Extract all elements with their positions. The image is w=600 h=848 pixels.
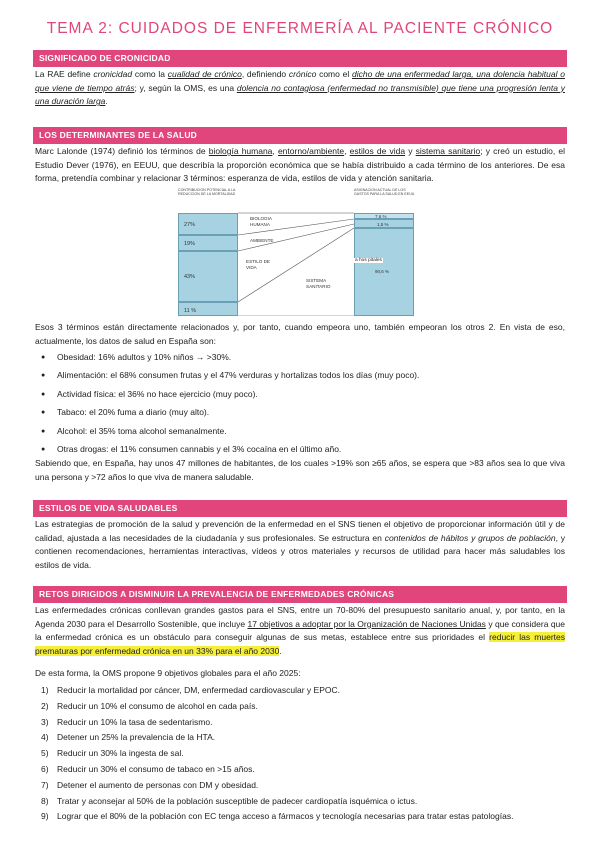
figure-overlay-text: a hos pitales [355, 258, 382, 263]
list-item: ● Actividad física: el 36% no hace ejercicio (muy poco). [35, 388, 565, 406]
section-header-retos: RETOS DIRIGIDOS A DISMINUIR LA PREVALENCIA DE ENFERMEDADES CRÓNICAS [33, 586, 567, 603]
list-item: ● Alimentación: el 68% consumen frutas y el 47% verduras y hortalizas todos los días (muy poco). [35, 369, 565, 387]
paragraph-oms: De esta forma, la OMS propone 9 objetivos globales para el año 2025: [35, 668, 301, 678]
list-item: ● Otras drogas: el 11% consumen cannabis y el 3% cocaína en el último año. [35, 443, 565, 461]
bar-biologia: 27% [178, 213, 238, 235]
label-biologia: BIOLOGIA HUMANA [250, 216, 272, 227]
list-item: ● Tabaco: el 20% fuma a diario (muy alto). [35, 406, 565, 424]
paragraph-retos: Las enfermedades crónicas conllevan grandes gastos para el SNS, entre un 70-80% del presupuesto sanitario anual, y, por tanto, en la Agenda 2030 para el Desarrollo Sostenible, que incluye 17 objetivos a adoptar por la Organización de Naciones Unidas y que considera que la enfermedad crónica es un obstáculo para conseguir algunas de sus metas, establece entre sus prioridades el reducir las muertes prematuras por enfermedad crónica en un 33% para el año 2030. [35, 605, 565, 656]
bar-estilo-vida: 43% [178, 251, 238, 302]
objectives-list [35, 684, 565, 826]
paragraph-cronicidad: La RAE define cronicidad como la cualidad de crónico, definiendo crónico como el dicho de una enfermedad larga, una dolencia habitual o que viene de tiempo atrás; y, según la OMS, es una dolencia no contagiosa (enfermedad no transmisible) que tiene una progresión lenta y una duración larga. [35, 69, 566, 107]
paragraph-poblacion: Sabiendo que, en España, hay unos 47 millones de habitantes, de los cuales >19% son ≥65 años, se espera que >83 años sea lo que viva una persona y >72 años lo que viva de manera saludable. [35, 458, 565, 482]
label-sistema: SISTEMA SANITARIO [306, 278, 331, 289]
page-title: TEMA 2: CUIDADOS DE ENFERMERÍA AL PACIENTE CRÓNICO [46, 20, 554, 37]
label-ambiente: AMBIENTE [250, 238, 274, 243]
label-estilo: ESTILO DE VIDA [246, 259, 270, 270]
list-item: ● Alcohol: el 35% toma alcohol semanalmente. [35, 425, 565, 443]
figure-left-header: CONTRIBUCION POTENCIAL A LA REDUCCION DE LA MORTALIDAD [178, 188, 236, 196]
rbar-ambiente: 1,5 % [354, 219, 414, 228]
paragraph-estrategias: Las estrategias de promoción de la salud y prevención de la enfermedad en el SNS tienen el objetivo de proporcionar información útil y de calidad, ajustada a las necesidades de la ciudadanía y sus profesionales. Se estructura en contenidos de hábitos y grupos de población, y contienen recomendaciones, herramientas interactivas, vídeos y otros materiales y recursos de utilidad para hacer más saludables los estilos de vida. [35, 519, 565, 570]
section-header-estilos: ESTILOS DE VIDA SALUDABLES [33, 500, 567, 517]
rbar-sistema: 90,6 % [354, 228, 414, 316]
list-item: 6) Reducir un 30% el consumo de tabaco en >15 años. [41, 763, 255, 774]
section-header-cronicidad: SIGNIFICADO DE CRONICIDAD [33, 50, 567, 67]
list-item: 7) Detener el aumento de personas con DM y obesidad. [41, 779, 259, 790]
paragraph-lalonde: Marc Lalonde (1974) definió los términos de biología humana, entorno/ambiente, estilos de vida y sistema sanitario; y creó un estudio, el Estudio Dever (1976), en EEUU, que describía la proporción económica que se había distribuido a cada término de los anteriores. De esa forma, pretendía combinar y relacionar 3 términos: esperanza de vida, estilos de vida y atención sanitaria. [35, 146, 566, 184]
bar-sistema: 11 % [178, 302, 238, 316]
list-item: 4) Detener un 25% la prevalencia de la HTA. [41, 732, 216, 743]
dever-figure [178, 188, 424, 316]
bar-ambiente: 19% [178, 235, 238, 251]
list-item: 1) Reducir la mortalidad por cáncer, DM, enfermedad cardiovascular y EPOC. [41, 685, 340, 695]
rbar-biologia: 7,6 % [354, 213, 414, 219]
section-header-determinantes: LOS DETERMINANTES DE LA SALUD [33, 127, 567, 144]
list-item: 5) Reducir un 30% la ingesta de sal. [41, 748, 184, 759]
list-item: ● Obesidad: 16% adultos y 10% niños → >30%. [35, 351, 565, 369]
list-item: 2) Reducir un 10% el consumo de alcohol en cada país. [41, 700, 258, 711]
health-data-list [35, 351, 565, 461]
list-item: 3) Reducir un 10% la tasa de sedentarismo. [41, 716, 213, 727]
list-item: 9) Lograr que el 80% de la población con EC tenga acceso a fármacos y tecnología necesarias para tratar estas patologías. [41, 811, 514, 822]
paragraph-relacion: Esos 3 términos están directamente relacionados y, por tanto, cuando empeora uno, también empeoran los otros 2. En vista de eso, actualmente, los datos de salud en España son: [35, 322, 565, 346]
list-item: 8) Tratar y aconsejar al 50% de la población susceptible de padecer cardiopatía isquémica o ictus. [41, 795, 418, 806]
figure-right-header: ASIGNACION ACTUAL DE LOS GASTOS PARA LA SALUD EN EEUU [354, 188, 415, 196]
